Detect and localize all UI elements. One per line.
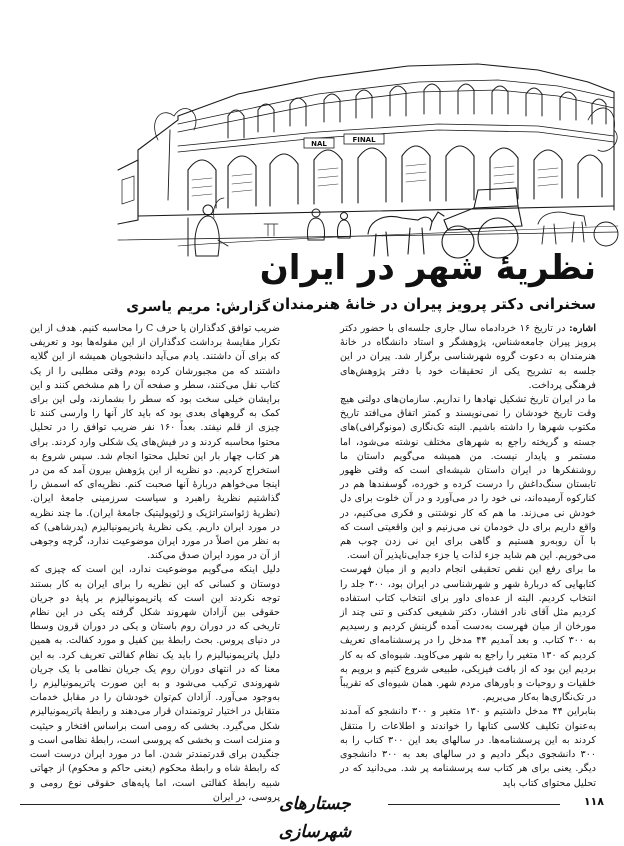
intro-lead: اشاره: (569, 323, 596, 334)
paragraph: دلیل اینکه می‌گویم موضوعیت ندارد، این است که چیزی که دوستان و کسانی که این نظریه را برای ایران به کار بستند توجه نکردند این است که پاتریمونیالیزم بر پایهٔ دو جریان حقوقی بین آزادان شهروند شکل گرفته یکی در این نظام تاریخی که در دوران روم باستان و یکی در دوران قرون وسطا در دنیای پروس. بحث رابطهٔ بین کفیل و مورد کفالت. به همین دلیل پاتریمونیالیزم را باید یک نظام کفالتی تعریف کرد. به این معنا که در انتهای دوران روم یک جریان نظامی با یک جریان شهروندی ترکیب می‌شود و به این صورت پاتریمونیالیزم را به‌وجود می‌آورد. آزادان کم‌توان خودشان را در مقابل خدمات متقابل در اختیار ثروتمندان قرار می‌دهند و رابطهٔ پاتریمونیالیزم شکل می‌گیرد. بخشی که رومی است براساس افتخار و حیثیت و منزلت است و بخشی که پروسی است، رابطهٔ نظامی است و جنگیدن برای قدرتمندتر شدن. اما در مورد ایران درست است که رابطهٔ شاه و رابطهٔ محکوم (یعنی حاکم و محکوم) از جهاتی شبیه رابطهٔ کفالتی است، اما پایه‌های حقوقی نوع رومی و پروسی، در ایران (30, 564, 280, 803)
shop-sign-final: FINAL (352, 136, 376, 144)
footer-rule-left (20, 804, 242, 805)
magazine-logo: جستارهای شهرسازی (278, 794, 352, 842)
paragraph: ضریب توافق کدگذاران یا حرف C را محاسبه کنیم. هدف از این تکرار مقایسهٔ برداشت کدگذاران از این مقوله‌ها بود و تعریفی که برای آن داشتند. یادم می‌آید دانشجویان همیشه از این گلایه داشتند که من مجبورشان کرده بودم وقتی مطلبی را از یک کتاب نقل می‌کنند، سطر و صفحه آن را هم مشخص کنند و این برایشان خیلی سخت بود که سطر را بشمارند، ولی این برای کمک به گروههای بعدی بود که باید کار آنها را وارسی کنند تا چیزی از قلم نیفتد. بعداً ۱۶۰ نفر ضریب توافق را در تحلیل محتوا محاسبه کردند و در فیش‌های یک شکلی وارد کردند. برای هر کتاب چهار بار این تحلیل محتوا انجام شد. سپس شروع به استخراج کردیم. دو نظریه از این پژوهش بیرون آمد که من در اینجا می‌خواهم دربارهٔ آنها صحبت کنم. نظریه‌ای که اسمش را گذاشتیم نظریهٔ راهبرد و سیاست سرزمینی جامعهٔ ایران. (نظریهٔ ژئواستراتژیک و ژئوپولیتیک جامعهٔ ایران). ما چند نظریه در مورد ایران داریم. یکی نظریهٔ پاتریمونیالیزم (پدرشاهی) که به نظر من اصلاً در مورد ایران موضوعیت ندارد، گرچه وجوهی از آن در مورد ایران صدق می‌کند. (30, 323, 280, 562)
article-title: نظریهٔ شهر در ایران (259, 248, 596, 288)
paragraph-text: در تاریخ ۱۶ خردادماه سال جاری جلسه‌ای با حضور دکتر پرویز پیران جامعه‌شناس، پژوهشگر و استاد دانشگاه در خانهٔ هنرمندان به دعوت گروه شهرشناسی برگزار شد. پیران در این جلسه به تشریح یکی از تحقیقات خود با دفتر پژوهش‌های فرهنگی پرداخت. (340, 323, 596, 391)
paragraph: بنابراین ۴۴ مدخل داشتیم و ۱۳۰ متغیر و ۳۰۰ دانشجو که آمدند به‌عنوان تکلیف کلاسی کتابها را خواندند و اطلاعات را منتقل کردند به این پرسشنامه‌ها. در سالهای بعد این ۳۰۰ کتاب را به ۳۰۰ دانشجوی دیگر دادیم و در سالهای بعد به ۳۰۰ دانشجوی دیگر. یعنی برای هر کتاب سه پرسشنامه پر شد. می‌دانید که در تحلیل محتوای کتاب باید (340, 706, 597, 789)
paragraph: ما در ایران تاریخ تشکیل نهادها را نداریم. سازمان‌های دولتی هیچ وقت تاریخ خودشان را نمی‌نویسند و کمتر اتفاق می‌افتد تاریخ مکتوب شهرها را داشته باشیم. البته تک‌نگاری (مونوگرافی)های جسته و گریخته راجع به شهرهای مختلف نوشته می‌شود، اما مستمر و پایدار نیست. من همیشه می‌گویم داستان ما روشنفکرها در ایران داستان شیشه‌ای است که وقتی ظهور تابستان سنگ‌داغش را درست کرده و خورده، گوسفندها هم در کنارکوه آرمیده‌اند، نی خود را در می‌آورد و در آن خلوت برای دل خودش نی می‌زند. ما هم که کار نوشتنی و فکری می‌کنیم، در واقع داریم برای دل خودمان نی می‌زنیم و این واقعیتی است که با آن روبه‌رو هستیم و گاهی برای این نی زدن چوب هم می‌خوریم. این هم شاید جزء لذات یا جزء جدایی‌ناپذیر آن است. (340, 394, 596, 562)
text-column-left (30, 322, 280, 803)
footer-rule-right (388, 804, 560, 805)
article-subtitle: سخنرانی دکتر پرویز پیران در خانهٔ هنرمندان (272, 295, 596, 313)
shop-sign-nal: NAL (311, 140, 327, 148)
paragraph (340, 322, 596, 393)
page-number: ۱۱۸ (583, 795, 604, 808)
text-column-right (340, 322, 597, 789)
article-byline: گزارش: مریم یاسری (126, 299, 270, 315)
page-footer (20, 790, 604, 842)
paragraph: ما برای رفع این نقص تحقیقی انجام دادیم و از میان فهرست کتابهایی که دربارهٔ شهر و شهرشناسی در ایران بود، ۳۰۰ جلد را انتخاب کردیم. البته از عده‌ای داور برای انتخاب کتاب استفاده کردیم مثل آقای نادر افشار، دکتر شفیعی کدکنی و تنی چند از مورخان از میان فهرست به‌دست آمده گزینش کردیم و رسیدیم به ۳۰۰ کتاب. و بعد آمدیم ۴۴ مدخل را در پرسشنامه‌ای تعریف کردیم که ۱۳۰ متغیر را راجع به شهر می‌کاوید. شیوه‌ای که به کار بردیم این بود که از بافت فیزیکی، طبیعی شروع کنیم و برویم به خلقیات و روحیات و باورهای مردم شهر. همان شیوه‌ای که تقریباً در تک‌نگاری‌ها به‌کار می‌بریم. (340, 564, 597, 704)
